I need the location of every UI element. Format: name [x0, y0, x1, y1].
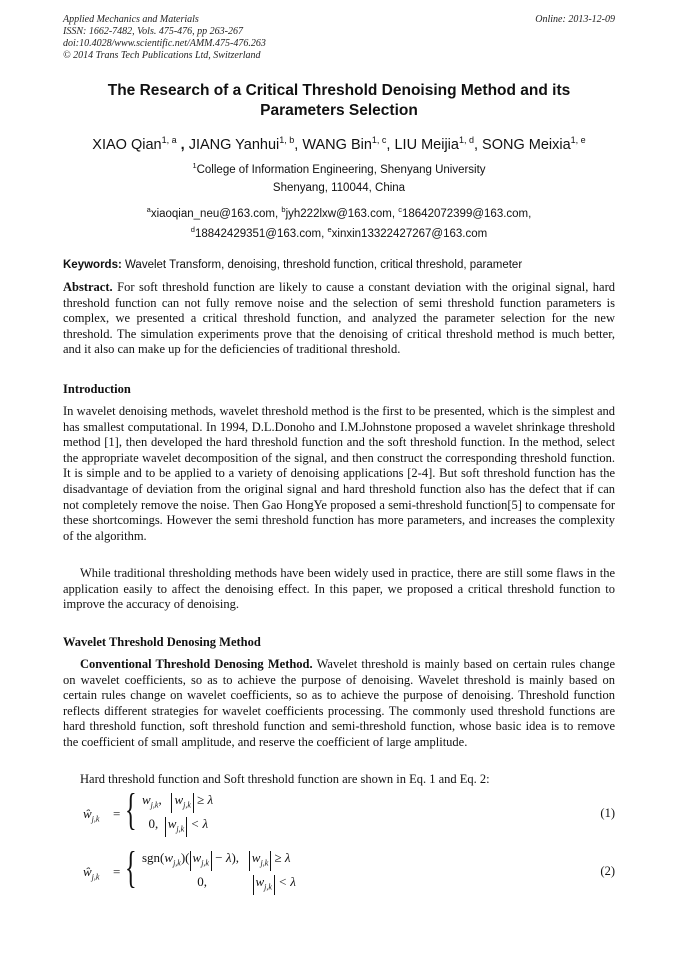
author-name: SONG Meixia	[482, 136, 571, 153]
intro-paragraph-1: In wavelet denoising methods, wavelet threshold method is the first to be presented, which is the simplest and has smallest computational. In 1994, D.L.Donoho and I.M.Johnstone proposed a wavelet shrinkage threshold method [1], then developed the hard threshold function and the soft threshold function. In the method, select the appropriate wavelet decomposition of the signal, and then construct the corresponding threshold function. It is simple and to be applied to a variety of denoising applications [2-4]. But soft threshold function has the disadvantage of deviation from the original signal and hard threshold function also has the defect that if can not completely remove the noise. Then Gao HongYe proposed a semi-threshold function[5] to compensate for these shortcomings. However the semi threshold function has more parameters, and increases the complexity of the algorithm.	[63, 404, 615, 543]
email-line-2	[63, 223, 615, 241]
equation-2	[63, 843, 615, 897]
doi-line: doi:10.4028/www.scientific.net/AMM.475-476.263	[63, 38, 266, 49]
email-sup: e	[327, 225, 332, 234]
copyright-line: © 2014 Trans Tech Publications Ltd, Switzerland	[63, 50, 261, 61]
equation-intro: Hard threshold function and Soft threshold function are shown in Eq. 1 and Eq. 2:	[80, 772, 490, 786]
email-sup: d	[190, 225, 195, 234]
affiliation-college-line	[63, 159, 615, 177]
eq1-case-1: $w_{j,k}$, $w_{j,k} \ge \lambda$	[142, 792, 213, 813]
conventional-label: Conventional Threshold Denosing Method.	[80, 657, 313, 671]
intro-paragraph-2: While traditional thresholding methods have been widely used in practice, there are still some flaws in the application easily to affect the denoising effect. In this paper, we proposed a critical threshold function to improve the accuracy of denoising.	[63, 566, 615, 612]
keywords-label: Keywords:	[63, 259, 122, 271]
title-line-2: Parameters Selection	[260, 102, 418, 119]
section-heading-introduction: Introduction	[63, 382, 131, 396]
author-sup: 1, c	[371, 135, 387, 145]
eq1-equals: =	[113, 806, 121, 821]
equation-1	[63, 785, 615, 839]
issn-line: ISSN: 1662-7482, Vols. 475-476, pp 263-267	[63, 26, 243, 37]
author-sep: ,	[386, 136, 395, 153]
email-link[interactable]: xinxin13322427267@163.com	[331, 227, 488, 240]
conventional-paragraph	[63, 657, 615, 751]
online-date: Online: 2013-12-09	[535, 14, 615, 25]
section-heading-wavelet: Wavelet Threshold Denosing Method	[63, 635, 261, 649]
email-link[interactable]: 18842429351@163.com,	[194, 227, 328, 240]
title-line-1: The Research of a Critical Threshold Denoising Method and its	[107, 82, 571, 99]
eq2-lhs: $ŵ_{j,k}$	[83, 864, 100, 882]
email-sup: a	[146, 205, 151, 214]
journal-header	[63, 14, 266, 62]
email-line-1	[63, 203, 615, 221]
author-name: JIANG Yanhui	[188, 136, 280, 153]
eq2-number: (2)	[600, 864, 615, 878]
author-sep: ,	[294, 136, 303, 153]
author-name: XIAO Qian	[92, 136, 162, 153]
paper-title	[63, 81, 615, 121]
abstract-text: For soft threshold function are likely to cause a constant deviation with the original signal, hard threshold function can not fully remove noise and the selection of semi threshold function parameters is complex, we presented a critical threshold function, and analyzed the parameter selection for the new threshold. The simulation experiments prove that the denoising of critical threshold method is much better, and it also can make up for the deficiencies of traditional threshold.	[63, 280, 616, 357]
email-sup: c	[398, 205, 402, 214]
eq2-case-2: 0, $w_{j,k} < \lambda$	[142, 874, 296, 895]
abstract-label: Abstract.	[63, 280, 113, 294]
abstract	[63, 280, 615, 358]
author-sup: 1, d	[458, 135, 474, 145]
author-list	[63, 131, 615, 154]
author-sup: 1, a	[161, 135, 177, 145]
eq2-case-1: $sgn(w_{j,k})$( $w_{j,k} - \lambda$), $w_{j,k} \ge \lambda$	[142, 850, 291, 871]
eq1-case-2: 0, $w_{j,k} < \lambda$	[142, 816, 208, 837]
keywords	[63, 258, 623, 272]
author-sup: 1, e	[570, 135, 586, 145]
eq2-equals: =	[113, 864, 121, 879]
author-sep: ,	[473, 136, 483, 153]
eq1-brace: {	[125, 785, 137, 834]
author-name: LIU Meijia	[394, 136, 459, 153]
email-link[interactable]: 18642072399@163.com,	[402, 207, 532, 220]
affiliation-city: Shenyang, 110044, China	[272, 182, 406, 194]
email-link[interactable]: xiaoqian_neu@163.com,	[150, 207, 282, 220]
author-sup: 1, b	[279, 135, 295, 145]
email-sup: b	[281, 205, 286, 214]
author-sep: ,	[176, 136, 189, 153]
eq1-lhs: $ŵ_{j,k}$	[83, 806, 100, 824]
author-name: WANG Bin	[302, 136, 372, 153]
keywords-text: Wavelet Transform, denoising, threshold function, critical threshold, parameter	[125, 259, 523, 271]
conventional-text: Wavelet threshold is mainly based on certain rules change on wavelet coefficients, so as to achieve the purpose of denoising. Wavelet threshold is mainly based on certain rules change on wavelet coefficients, so as to achieve the purpose of denoising. Threshold function reflects different strategies for wavelet coefficients processing. The commonly used threshold functions are hard threshold function, soft threshold function and semi-threshold function, whose basic idea is to remove the coefficient of small amplitude, and reserve the coefficient of large amplitude.	[63, 657, 615, 749]
eq1-number: (1)	[600, 806, 615, 820]
eq2-brace: {	[125, 843, 137, 892]
journal-name: Applied Mechanics and Materials	[63, 14, 199, 25]
affiliation-college: College of Information Engineering, Shenyang University	[196, 163, 486, 176]
affiliation-sup: 1	[192, 161, 197, 170]
email-link[interactable]: jyh222lxw@163.com,	[285, 207, 399, 220]
